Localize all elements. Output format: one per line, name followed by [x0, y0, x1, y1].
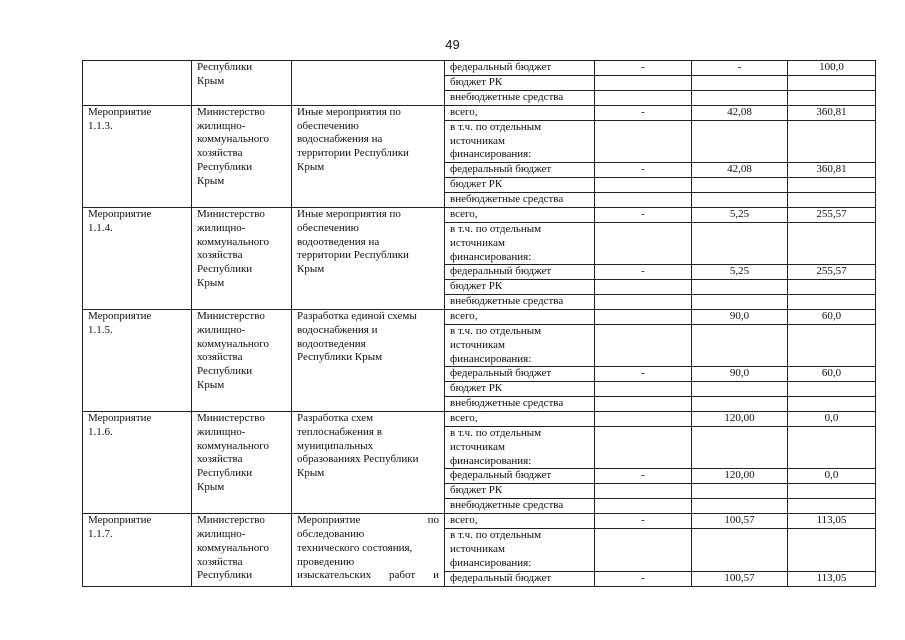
source-total: всего, — [445, 208, 595, 223]
measure-code — [83, 106, 192, 208]
measure-name-line: технического состояния, — [297, 541, 413, 554]
measure-code-line: Мероприятие — [88, 208, 152, 221]
measure-responsible — [192, 412, 292, 514]
incl-line: источникам — [450, 134, 505, 147]
incl-line: финансирования: — [450, 250, 532, 263]
source-total: всего, — [445, 514, 595, 529]
measure-responsible-line: Министерство — [197, 514, 265, 527]
measure-name — [292, 106, 445, 208]
incl-line: финансирования: — [450, 556, 532, 569]
measure-responsible — [192, 208, 292, 310]
source-extra: внебюджетные средства — [445, 397, 595, 412]
measure-responsible — [192, 106, 292, 208]
measure-responsible-line: Министерство — [197, 310, 265, 323]
measure-responsible-line: жилищно- — [197, 119, 246, 132]
top-responsible-line: Крым — [197, 74, 225, 87]
measure-name — [292, 514, 445, 586]
measure-name-line: муниципальных — [297, 439, 374, 452]
measure-name-line: Крым — [297, 160, 325, 173]
measure-code-line: Мероприятие — [88, 310, 152, 323]
measure-responsible-line: жилищно- — [197, 528, 246, 541]
measure-name-line: Республики Крым — [297, 351, 383, 364]
measure-total-dash: - — [595, 106, 692, 121]
measure-name-line: обследованию — [297, 528, 365, 541]
measure-federal-dash: - — [595, 469, 692, 484]
source-incl — [445, 427, 595, 469]
measure-responsible-line: Крым — [197, 480, 225, 493]
measure-total-y2: 0,0 — [788, 412, 876, 427]
measure-code-line: 1.1.3. — [88, 119, 113, 132]
measure-code-line: 1.1.7. — [88, 528, 113, 541]
measure-federal-y1: 90,0 — [692, 367, 788, 382]
measure-code-line: 1.1.6. — [88, 426, 113, 439]
top-row-federal — [83, 61, 876, 76]
measure-responsible-line: Республики — [197, 365, 253, 378]
measure-name-line: Крым — [297, 262, 325, 275]
measure-name-line: водоотведения — [297, 337, 366, 350]
source-rk: бюджет РК — [445, 178, 595, 193]
measure-row-total — [83, 310, 876, 325]
measure-responsible-line: Крым — [197, 174, 225, 187]
source-federal: федеральный бюджет — [445, 265, 595, 280]
measure-code — [83, 208, 192, 310]
incl-line: в т.ч. по отдельным — [450, 121, 542, 133]
incl-line: финансирования: — [450, 352, 532, 365]
measure-responsible-line: жилищно- — [197, 221, 246, 234]
incl-line: финансирования: — [450, 454, 532, 467]
top-name-cell — [292, 61, 445, 106]
source-extra: внебюджетные средства — [445, 295, 595, 310]
source-rk: бюджет РК — [445, 484, 595, 499]
measure-row-total — [83, 412, 876, 427]
measure-code-line: 1.1.5. — [88, 323, 113, 336]
measure-responsible-line: жилищно- — [197, 323, 246, 336]
measure-name-line: Иные мероприятия по — [297, 208, 401, 221]
source-rk: бюджет РК — [445, 280, 595, 295]
page-number: 49 — [445, 37, 460, 52]
source-incl — [445, 529, 595, 571]
measure-total-y1: 5,25 — [692, 208, 788, 223]
measure-responsible-line: Республики — [197, 262, 253, 275]
measure-total-dash — [595, 412, 692, 427]
measure-name-line: Разработка схем — [297, 412, 374, 425]
measure-responsible-line: Республики — [197, 467, 253, 480]
measure-responsible-line: хозяйства — [197, 453, 243, 466]
measure-federal-y1: 42,08 — [692, 163, 788, 178]
measure-total-y2: 255,57 — [788, 208, 876, 223]
measure-federal-y1: 100,57 — [692, 571, 788, 586]
measure-name-line: Разработка единой схемы — [297, 310, 417, 323]
source-total: всего, — [445, 412, 595, 427]
incl-line: источникам — [450, 543, 505, 556]
measure-responsible-line: хозяйства — [197, 555, 243, 568]
measure-responsible-line: хозяйства — [197, 249, 243, 262]
measure-total-y2: 113,05 — [788, 514, 876, 529]
measure-federal-y2: 360,81 — [788, 163, 876, 178]
measure-row-total — [83, 208, 876, 223]
measure-federal-y1: 120,00 — [692, 469, 788, 484]
measure-name-line: Иные мероприятия по — [297, 106, 401, 118]
source-incl — [445, 223, 595, 265]
top-federal-y2: 100,0 — [788, 61, 876, 76]
measure-name — [292, 208, 445, 310]
measure-code-line: Мероприятие — [88, 106, 152, 118]
measure-responsible-line: Министерство — [197, 208, 265, 221]
top-responsible-line: Республики — [197, 61, 253, 73]
source-federal: федеральный бюджет — [445, 571, 595, 586]
measure-total-y1: 42,08 — [692, 106, 788, 121]
measure-code — [83, 514, 192, 586]
measure-federal-dash: - — [595, 367, 692, 382]
measure-name-line: проведению — [297, 555, 355, 568]
source-federal: федеральный бюджет — [445, 163, 595, 178]
measure-total-dash: - — [595, 208, 692, 223]
measure-name-line: обеспечению — [297, 221, 359, 234]
measure-name-line: водоотведения на — [297, 235, 380, 248]
source-rk: бюджет РК — [445, 382, 595, 397]
measure-row-total — [83, 106, 876, 121]
measure-name-line: территории Республики — [297, 249, 409, 262]
incl-line: в т.ч. по отдельным — [450, 529, 542, 542]
measure-federal-dash: - — [595, 571, 692, 586]
measure-responsible-line: Министерство — [197, 106, 265, 118]
measure-responsible-line: хозяйства — [197, 147, 243, 160]
incl-line: источникам — [450, 441, 505, 454]
measure-name-line: Крым — [297, 467, 325, 480]
top-federal-dash: - — [595, 61, 692, 76]
incl-line: в т.ч. по отдельным — [450, 427, 542, 440]
measure-responsible-line: коммунального — [197, 439, 269, 452]
funding-table — [82, 60, 876, 587]
measure-row-total — [83, 514, 876, 529]
measure-name — [292, 412, 445, 514]
measure-total-y1: 90,0 — [692, 310, 788, 325]
source-incl — [445, 325, 595, 367]
measure-code-line: Мероприятие — [88, 514, 152, 527]
measure-responsible-line: Республики — [197, 569, 253, 582]
measure-federal-y1: 5,25 — [692, 265, 788, 280]
source-federal: федеральный бюджет — [445, 61, 595, 76]
measure-total-y1: 100,57 — [692, 514, 788, 529]
measure-name-line: образованиях Республики — [297, 453, 419, 466]
measure-name-line: водоснабжения на — [297, 133, 383, 146]
measure-name-line: Мероприятие по — [297, 514, 439, 527]
top-code-cell — [83, 61, 192, 106]
source-extra: внебюджетные средства — [445, 91, 595, 106]
measure-name-line: территории Республики — [297, 147, 409, 160]
measure-responsible-line: Крым — [197, 276, 225, 289]
incl-line: источникам — [450, 236, 505, 249]
source-federal: федеральный бюджет — [445, 367, 595, 382]
measure-code — [83, 310, 192, 412]
incl-line: источникам — [450, 338, 505, 351]
measure-name-line: водоснабжения и — [297, 323, 378, 336]
measure-responsible-line: коммунального — [197, 133, 269, 146]
measure-total-y2: 360,81 — [788, 106, 876, 121]
measure-code — [83, 412, 192, 514]
measure-total-y1: 120,00 — [692, 412, 788, 427]
measure-total-y2: 60,0 — [788, 310, 876, 325]
measure-federal-dash: - — [595, 163, 692, 178]
source-total: всего, — [445, 310, 595, 325]
incl-line: в т.ч. по отдельным — [450, 325, 542, 338]
measure-responsible — [192, 514, 292, 586]
measure-federal-y2: 0,0 — [788, 469, 876, 484]
source-extra: внебюджетные средства — [445, 499, 595, 514]
measure-name-line: обеспечению — [297, 119, 359, 132]
measure-responsible-line: коммунального — [197, 337, 269, 350]
source-extra: внебюджетные средства — [445, 193, 595, 208]
source-rk: бюджет РК — [445, 76, 595, 91]
measure-name-line: изыскательских работ и — [297, 569, 439, 582]
measure-responsible-line: коммунального — [197, 541, 269, 554]
measure-name — [292, 310, 445, 412]
incl-line: финансирования: — [450, 148, 532, 161]
measure-code-line: 1.1.4. — [88, 221, 113, 234]
measure-total-dash: - — [595, 514, 692, 529]
source-incl — [445, 121, 595, 163]
measure-responsible-line: Крым — [197, 378, 225, 391]
measure-federal-y2: 113,05 — [788, 571, 876, 586]
measure-federal-y2: 60,0 — [788, 367, 876, 382]
incl-line: в т.ч. по отдельным — [450, 223, 542, 236]
top-responsible — [192, 61, 292, 106]
measure-code-line: Мероприятие — [88, 412, 152, 425]
measure-federal-dash: - — [595, 265, 692, 280]
measure-responsible-line: хозяйства — [197, 351, 243, 364]
measure-total-dash — [595, 310, 692, 325]
measure-name-line: теплоснабжения в — [297, 426, 382, 439]
measure-federal-y2: 255,57 — [788, 265, 876, 280]
measure-responsible-line: жилищно- — [197, 426, 246, 439]
measure-responsible-line: коммунального — [197, 235, 269, 248]
source-total: всего, — [445, 106, 595, 121]
measure-responsible-line: Республики — [197, 160, 253, 173]
source-federal: федеральный бюджет — [445, 469, 595, 484]
measure-responsible — [192, 310, 292, 412]
top-federal-y1: - — [692, 61, 788, 76]
measure-responsible-line: Министерство — [197, 412, 265, 425]
